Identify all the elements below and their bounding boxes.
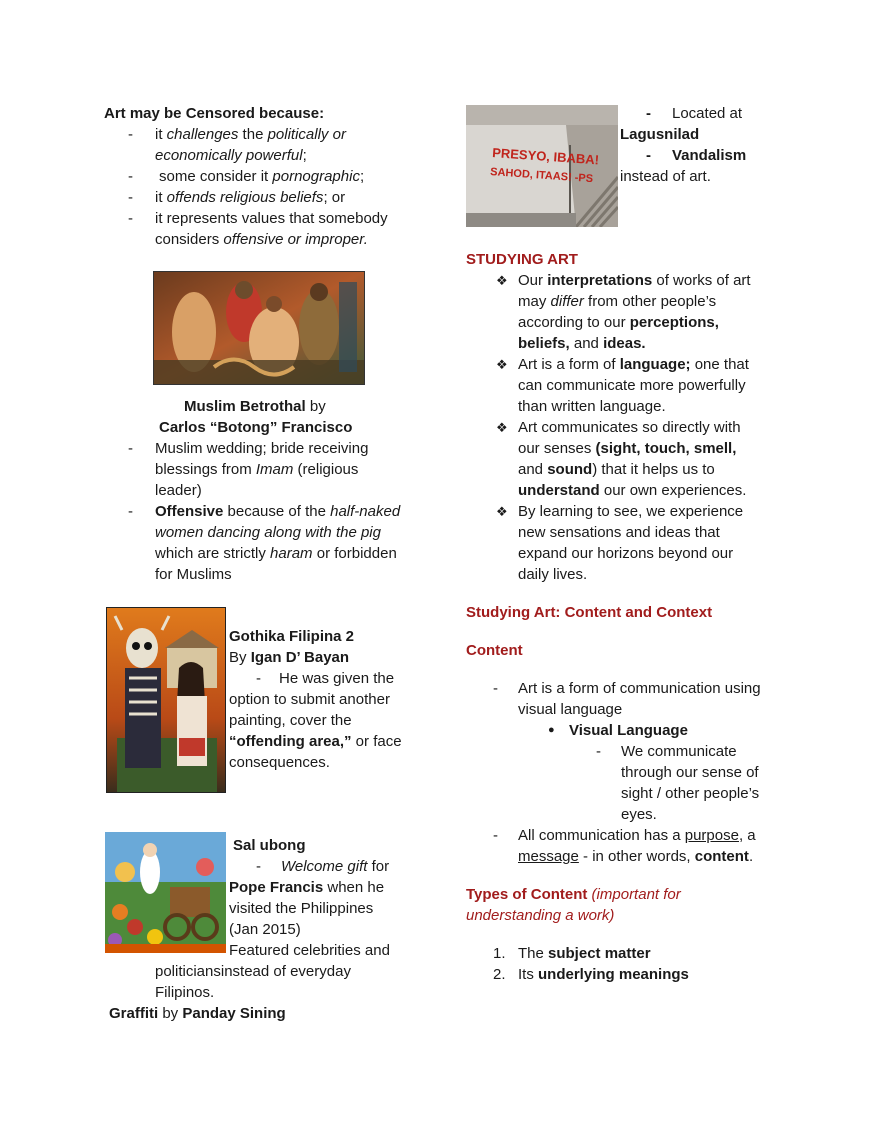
- gothika-note-3: painting, cover the: [229, 712, 352, 729]
- diamond-bullet-icon: ❖: [496, 420, 508, 435]
- muslim-point-1: Muslim wedding; bride receiving: [155, 440, 369, 457]
- muslim-point-2-cont: women dancing along with the pig: [155, 524, 381, 541]
- list-number: 2.: [493, 966, 506, 983]
- muslim-point-2-cont3: for Muslims: [155, 566, 232, 583]
- types-item-1: The subject matter: [518, 945, 651, 962]
- bullet-dash: -: [493, 827, 498, 844]
- salubong-note-6: politiciansinstead of everyday: [155, 963, 351, 980]
- visual-language-label: Visual Language: [569, 722, 688, 739]
- bullet-dash: -: [256, 670, 261, 687]
- gothika-artist: By Igan D’ Bayan: [229, 649, 350, 666]
- types-note: understanding a work): [466, 907, 615, 924]
- bullet-dash: -: [128, 440, 133, 457]
- graffiti-photo: [466, 105, 618, 227]
- censor-bullet-4: it represents values that somebody: [155, 210, 388, 227]
- censor-bullet-3: it offends religious beliefs; or: [155, 189, 346, 206]
- studying-b3-l1: Art communicates so directly with: [518, 419, 741, 436]
- censor-title: Art may be Censored because:: [104, 105, 325, 122]
- types-heading: Types of Content (important for: [466, 886, 681, 903]
- graffiti-caption: Graffiti by Panday Sining: [109, 1005, 286, 1022]
- studying-b4-l3: expand our horizons beyond our: [518, 545, 734, 562]
- studying-b2-l3: than written language.: [518, 398, 666, 415]
- bullet-dash: -: [646, 147, 651, 164]
- content-d2-l1: All communication has a purpose, a: [518, 827, 756, 844]
- bullet-dash: -: [256, 858, 261, 875]
- studying-b1-l2: may differ from other people’s: [518, 293, 717, 310]
- studying-b2-l1: Art is a form of language; one that: [518, 356, 749, 373]
- diamond-bullet-icon: ❖: [496, 504, 508, 519]
- studying-b3-l2: our senses (sight, touch, smell,: [518, 440, 737, 457]
- graffiti-note-1: Located at: [672, 105, 743, 122]
- salubong-note-7: Filipinos.: [155, 984, 215, 1001]
- visual-l3: sight / other people’s: [621, 785, 760, 802]
- muslim-point-2-cont2: which are strictly haram or forbidden: [155, 545, 397, 562]
- salubong-note-3: visited the Philippines: [229, 900, 374, 917]
- studying-b4-l1: By learning to see, we experience: [518, 503, 744, 520]
- salubong-title: Sal ubong: [233, 837, 306, 854]
- muslim-point-1-cont: blessings from Imam (religious: [155, 461, 359, 478]
- bullet-dash: -: [128, 210, 133, 227]
- studying-b4-l4: daily lives.: [518, 566, 588, 583]
- studying-art-heading: STUDYING ART: [466, 251, 578, 268]
- wall-text-2: SAHOD, ITAAS! -PS: [489, 166, 594, 186]
- studying-b2-l2: can communicate more powerfully: [518, 377, 746, 394]
- gothika-note-4: “offending area,” or face: [229, 733, 402, 750]
- censor-bullet-1-cont: economically powerful;: [155, 147, 307, 164]
- salubong-note-4: (Jan 2015): [229, 921, 301, 938]
- studying-b1-l4: beliefs, and ideas.: [518, 335, 646, 352]
- studying-b3-l4: understand our own experiences.: [518, 482, 747, 499]
- diamond-bullet-icon: ❖: [496, 273, 508, 288]
- visual-l2: through our sense of: [621, 764, 759, 781]
- muslim-betrothal-artist: Carlos “Botong” Francisco: [159, 419, 353, 436]
- bullet-dash: -: [128, 503, 133, 520]
- muslim-point-2: Offensive because of the half-naked: [155, 503, 401, 520]
- muslim-point-1-cont2: leader): [155, 482, 202, 499]
- list-number: 1.: [493, 945, 506, 962]
- gothika-note-5: consequences.: [229, 754, 330, 771]
- gothika-filipina-painting: [106, 607, 226, 793]
- bullet-dash: -: [128, 189, 133, 206]
- diamond-bullet-icon: ❖: [496, 357, 508, 372]
- types-item-2: Its underlying meanings: [518, 966, 689, 983]
- gothika-note-2: option to submit another: [229, 691, 390, 708]
- content-d2-l2: message - in other words, content.: [518, 848, 754, 865]
- gothika-title: Gothika Filipina 2: [229, 628, 355, 645]
- salubong-note-1: Welcome gift for: [281, 858, 390, 875]
- bullet-dash: -: [128, 126, 133, 143]
- bullet-dash: -: [646, 105, 651, 122]
- muslim-betrothal-caption: Muslim Betrothal by: [184, 398, 326, 415]
- censor-bullet-4-cont: considers offensive or improper.: [155, 231, 368, 248]
- graffiti-note-2: Lagusnilad: [620, 126, 700, 143]
- censor-bullet-1: it challenges the politically or: [155, 126, 346, 143]
- gothika-note-1: He was given the: [279, 670, 395, 687]
- muslim-betrothal-painting: [153, 271, 365, 385]
- salubong-painting: [105, 832, 226, 953]
- salubong-note-5: Featured celebrities and: [229, 942, 390, 959]
- content-d1-l2: visual language: [518, 701, 623, 718]
- content-d1-l1: Art is a form of communication using: [518, 680, 761, 697]
- dot-bullet-icon: ●: [548, 724, 555, 736]
- bullet-dash: -: [493, 680, 498, 697]
- studying-b1-l1: Our interpretations of works of art: [518, 272, 751, 289]
- visual-l4: eyes.: [621, 806, 657, 823]
- censor-bullet-2: some consider it pornographic;: [159, 168, 365, 185]
- visual-l1: We communicate: [621, 743, 737, 760]
- graffiti-note-3: Vandalism: [672, 147, 747, 164]
- studying-b4-l2: new sensations and ideas that: [518, 524, 720, 541]
- graffiti-note-4: instead of art.: [620, 168, 711, 185]
- bullet-dash: -: [596, 743, 601, 760]
- content-context-heading: Studying Art: Content and Context: [466, 604, 713, 621]
- content-heading: Content: [466, 642, 523, 659]
- studying-b3-l3: and sound) that it helps us to: [518, 461, 715, 478]
- salubong-note-2: Pope Francis when he: [229, 879, 385, 896]
- studying-b1-l3: according to our perceptions,: [518, 314, 719, 331]
- wall-text-1: PRESYO, IBABA!: [491, 145, 600, 168]
- bullet-dash: -: [128, 168, 133, 185]
